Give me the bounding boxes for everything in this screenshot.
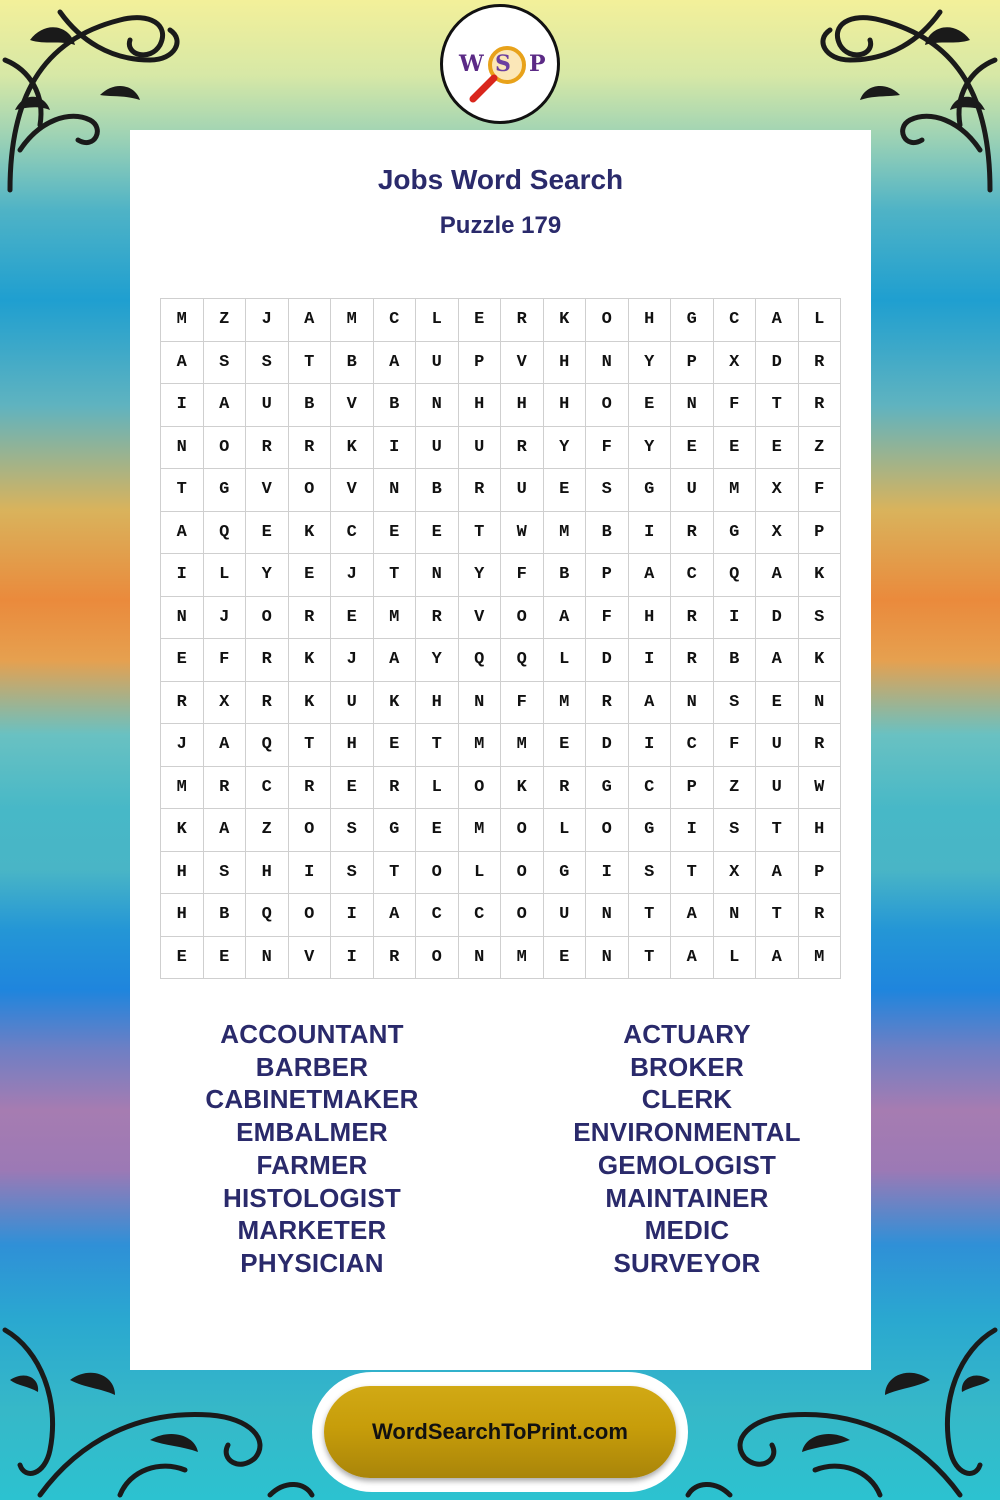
word-list-right	[522, 1018, 852, 1280]
grid-cell[interactable]: X	[756, 469, 799, 512]
grid-cell[interactable]: Y	[246, 554, 289, 597]
grid-cell[interactable]: P	[671, 342, 714, 385]
grid-cell[interactable]: N	[416, 554, 459, 597]
grid-cell[interactable]: E	[671, 427, 714, 470]
grid-cell[interactable]: C	[671, 724, 714, 767]
grid-cell[interactable]: N	[586, 937, 629, 980]
grid-cell[interactable]: T	[756, 894, 799, 937]
grid-cell[interactable]: V	[501, 342, 544, 385]
grid-cell[interactable]: T	[374, 852, 417, 895]
grid-cell[interactable]: I	[161, 384, 204, 427]
grid-cell[interactable]: D	[756, 342, 799, 385]
grid-cell[interactable]: P	[459, 342, 502, 385]
grid-cell[interactable]: I	[161, 554, 204, 597]
grid-cell[interactable]: A	[289, 299, 332, 342]
grid-cell[interactable]: I	[586, 852, 629, 895]
grid-cell[interactable]: G	[374, 809, 417, 852]
page-title: Jobs Word Search	[377, 164, 624, 195]
grid-cell[interactable]: T	[161, 469, 204, 512]
grid-cell[interactable]: R	[161, 682, 204, 725]
grid-cell[interactable]: S	[586, 469, 629, 512]
grid-cell[interactable]: N	[799, 682, 842, 725]
grid-cell[interactable]: N	[459, 682, 502, 725]
grid-cell[interactable]: M	[501, 724, 544, 767]
grid-cell[interactable]: H	[629, 299, 672, 342]
grid-cell[interactable]: J	[331, 639, 374, 682]
grid-cell[interactable]: R	[204, 767, 247, 810]
grid-cell[interactable]: O	[246, 597, 289, 640]
word-item: HISTOLOGIST	[223, 1182, 401, 1213]
grid-cell[interactable]: Q	[246, 724, 289, 767]
grid-cell[interactable]: F	[204, 639, 247, 682]
grid-cell[interactable]: S	[331, 852, 374, 895]
grid-cell[interactable]: I	[331, 937, 374, 980]
word-item: MARKETER	[237, 1215, 387, 1246]
grid-cell[interactable]: A	[374, 894, 417, 937]
grid-cell[interactable]: R	[671, 639, 714, 682]
grid-cell[interactable]: N	[459, 937, 502, 980]
grid-cell[interactable]: T	[629, 894, 672, 937]
grid-cell[interactable]: F	[714, 724, 757, 767]
word-item: ENVIRONMENTAL	[573, 1117, 801, 1148]
grid-cell[interactable]: R	[246, 682, 289, 725]
grid-cell[interactable]: W	[501, 512, 544, 555]
grid-cell[interactable]: A	[544, 597, 587, 640]
grid-cell[interactable]: K	[331, 427, 374, 470]
grid-cell[interactable]: A	[756, 937, 799, 980]
grid-cell[interactable]: H	[459, 384, 502, 427]
grid-cell[interactable]: U	[246, 384, 289, 427]
grid-cell[interactable]: E	[161, 937, 204, 980]
grid-cell[interactable]: I	[671, 809, 714, 852]
grid-cell[interactable]: A	[756, 554, 799, 597]
grid-cell[interactable]: E	[544, 724, 587, 767]
grid-cell[interactable]: E	[544, 469, 587, 512]
word-item: BROKER	[630, 1051, 744, 1082]
grid-cell[interactable]: O	[289, 894, 332, 937]
grid-cell[interactable]: N	[714, 894, 757, 937]
grid-cell[interactable]: O	[501, 852, 544, 895]
word-item: CABINETMAKER	[205, 1084, 419, 1115]
grid-cell[interactable]: E	[331, 767, 374, 810]
grid-cell[interactable]: W	[799, 767, 842, 810]
grid-cell[interactable]: F	[501, 554, 544, 597]
grid-cell[interactable]: A	[756, 639, 799, 682]
grid-cell[interactable]: R	[799, 384, 842, 427]
grid-cell[interactable]: Z	[714, 767, 757, 810]
word-item: GEMOLOGIST	[597, 1149, 777, 1180]
grid-cell[interactable]: O	[501, 809, 544, 852]
grid-cell[interactable]: N	[671, 682, 714, 725]
grid-cell[interactable]: R	[416, 597, 459, 640]
grid-cell[interactable]: R	[289, 597, 332, 640]
word-item: CLERK	[641, 1084, 733, 1115]
grid-cell[interactable]: L	[714, 937, 757, 980]
grid-cell[interactable]: G	[671, 299, 714, 342]
grid-cell[interactable]: F	[586, 427, 629, 470]
grid-cell[interactable]: C	[629, 767, 672, 810]
grid-cell[interactable]: U	[501, 469, 544, 512]
grid-cell[interactable]: J	[246, 299, 289, 342]
grid-cell[interactable]: A	[161, 512, 204, 555]
grid-cell[interactable]: E	[374, 512, 417, 555]
grid-cell[interactable]: E	[374, 724, 417, 767]
grid-cell[interactable]: N	[671, 384, 714, 427]
grid-cell[interactable]: I	[714, 597, 757, 640]
grid-cell[interactable]: T	[671, 852, 714, 895]
grid-cell[interactable]: Y	[629, 342, 672, 385]
grid-cell[interactable]: S	[799, 597, 842, 640]
grid-cell[interactable]: P	[799, 852, 842, 895]
grid-cell[interactable]: E	[289, 554, 332, 597]
grid-cell[interactable]: U	[331, 682, 374, 725]
grid-cell[interactable]: G	[544, 852, 587, 895]
grid-cell[interactable]: A	[756, 852, 799, 895]
grid-cell[interactable]: C	[246, 767, 289, 810]
grid-cell[interactable]: K	[374, 682, 417, 725]
grid-cell[interactable]: K	[799, 639, 842, 682]
grid-cell[interactable]: H	[799, 809, 842, 852]
grid-cell[interactable]: K	[544, 299, 587, 342]
grid-cell[interactable]: Q	[204, 512, 247, 555]
grid-cell[interactable]: T	[459, 512, 502, 555]
word-item: MAINTAINER	[605, 1182, 769, 1213]
grid-cell[interactable]: A	[629, 682, 672, 725]
grid-cell[interactable]: I	[629, 639, 672, 682]
grid-cell[interactable]: H	[161, 852, 204, 895]
grid-cell[interactable]: L	[544, 639, 587, 682]
grid-cell[interactable]: M	[459, 724, 502, 767]
grid-cell[interactable]: M	[799, 937, 842, 980]
grid-cell[interactable]: H	[161, 894, 204, 937]
grid-cell[interactable]: U	[416, 342, 459, 385]
grid-cell[interactable]: O	[416, 937, 459, 980]
grid-cell[interactable]: T	[374, 554, 417, 597]
grid-cell[interactable]: S	[714, 809, 757, 852]
logo-letter-p: P	[529, 51, 546, 77]
grid-cell[interactable]: M	[161, 299, 204, 342]
grid-cell[interactable]: R	[289, 427, 332, 470]
grid-cell[interactable]: I	[629, 724, 672, 767]
grid-cell[interactable]: S	[714, 682, 757, 725]
grid-cell[interactable]: M	[714, 469, 757, 512]
grid-cell[interactable]: S	[331, 809, 374, 852]
grid-cell[interactable]: Q	[246, 894, 289, 937]
grid-cell[interactable]: L	[416, 299, 459, 342]
grid-cell[interactable]: K	[799, 554, 842, 597]
grid-cell[interactable]: R	[246, 427, 289, 470]
grid-cell[interactable]: D	[586, 639, 629, 682]
word-item: FARMER	[256, 1149, 368, 1180]
grid-cell[interactable]: A	[204, 724, 247, 767]
grid-cell[interactable]: E	[544, 937, 587, 980]
grid-cell[interactable]: T	[756, 809, 799, 852]
word-item: EMBALMER	[236, 1117, 388, 1148]
grid-cell[interactable]: V	[331, 469, 374, 512]
grid-cell[interactable]: E	[629, 384, 672, 427]
grid-cell[interactable]: V	[331, 384, 374, 427]
grid-cell[interactable]: F	[501, 682, 544, 725]
grid-cell[interactable]: T	[629, 937, 672, 980]
grid-cell[interactable]: M	[544, 512, 587, 555]
grid-cell[interactable]: A	[161, 342, 204, 385]
grid-cell[interactable]: H	[331, 724, 374, 767]
grid-cell[interactable]: O	[289, 469, 332, 512]
grid-cell[interactable]: L	[204, 554, 247, 597]
grid-cell[interactable]: S	[629, 852, 672, 895]
grid-cell[interactable]: S	[204, 852, 247, 895]
grid-cell[interactable]: N	[161, 427, 204, 470]
grid-cell[interactable]: R	[374, 767, 417, 810]
grid-cell[interactable]: G	[204, 469, 247, 512]
grid-cell[interactable]: M	[459, 809, 502, 852]
grid-cell[interactable]: H	[246, 852, 289, 895]
grid-cell[interactable]: J	[161, 724, 204, 767]
word-item: ACTUARY	[623, 1019, 751, 1049]
grid-cell[interactable]: F	[799, 469, 842, 512]
grid-cell[interactable]: T	[289, 724, 332, 767]
grid-cell[interactable]: N	[416, 384, 459, 427]
grid-cell[interactable]: U	[671, 469, 714, 512]
grid-cell[interactable]: Z	[246, 809, 289, 852]
grid-cell[interactable]: Y	[459, 554, 502, 597]
grid-cell[interactable]: C	[714, 299, 757, 342]
grid-cell[interactable]: A	[756, 299, 799, 342]
grid-cell[interactable]: S	[246, 342, 289, 385]
word-item: SURVEYOR	[613, 1247, 761, 1278]
grid-cell[interactable]: O	[289, 809, 332, 852]
grid-cell[interactable]: B	[586, 512, 629, 555]
puzzle-sheet	[130, 130, 871, 1370]
grid-cell[interactable]: P	[671, 767, 714, 810]
grid-cell[interactable]: U	[756, 724, 799, 767]
grid-cell[interactable]: K	[161, 809, 204, 852]
grid-cell[interactable]: B	[416, 469, 459, 512]
grid-cell[interactable]: O	[459, 767, 502, 810]
grid-cell[interactable]: R	[289, 767, 332, 810]
grid-cell[interactable]: K	[289, 512, 332, 555]
grid-cell[interactable]: Y	[544, 427, 587, 470]
grid-cell[interactable]: P	[799, 512, 842, 555]
word-item: PHYSICIAN	[240, 1247, 384, 1278]
grid-cell[interactable]: U	[544, 894, 587, 937]
grid-cell[interactable]: U	[416, 427, 459, 470]
grid-cell[interactable]: E	[331, 597, 374, 640]
site-logo[interactable]	[440, 4, 560, 124]
grid-cell[interactable]: R	[501, 299, 544, 342]
word-item: BARBER	[255, 1051, 369, 1082]
grid-cell[interactable]: C	[671, 554, 714, 597]
grid-cell[interactable]: Q	[714, 554, 757, 597]
grid-cell[interactable]: J	[204, 597, 247, 640]
grid-cell[interactable]: X	[714, 342, 757, 385]
grid-cell[interactable]: E	[756, 427, 799, 470]
grid-cell[interactable]: O	[501, 597, 544, 640]
grid-cell[interactable]: B	[289, 384, 332, 427]
grid-cell[interactable]: K	[289, 639, 332, 682]
grid-cell[interactable]: A	[671, 894, 714, 937]
grid-cell[interactable]: F	[714, 384, 757, 427]
grid-cell[interactable]: T	[416, 724, 459, 767]
grid-cell[interactable]: E	[459, 299, 502, 342]
grid-cell[interactable]: K	[289, 682, 332, 725]
grid-cell[interactable]: R	[799, 342, 842, 385]
grid-cell[interactable]: H	[629, 597, 672, 640]
grid-cell[interactable]: N	[586, 894, 629, 937]
grid-cell[interactable]: V	[246, 469, 289, 512]
grid-cell[interactable]: C	[374, 299, 417, 342]
grid-cell[interactable]: R	[459, 469, 502, 512]
grid-cell[interactable]: G	[714, 512, 757, 555]
puzzle-number: Puzzle 179	[439, 212, 562, 239]
grid-cell[interactable]: L	[416, 767, 459, 810]
grid-cell[interactable]: R	[799, 724, 842, 767]
grid-cell[interactable]: E	[246, 512, 289, 555]
grid-cell[interactable]: B	[331, 342, 374, 385]
grid-cell[interactable]: B	[544, 554, 587, 597]
grid-cell[interactable]: G	[586, 767, 629, 810]
grid-cell[interactable]: D	[756, 597, 799, 640]
grid-cell[interactable]: M	[161, 767, 204, 810]
grid-cell[interactable]: A	[204, 809, 247, 852]
grid-cell[interactable]: N	[246, 937, 289, 980]
grid-cell[interactable]: L	[544, 809, 587, 852]
grid-cell[interactable]: V	[459, 597, 502, 640]
grid-cell[interactable]: A	[629, 554, 672, 597]
word-item: ACCOUNTANT	[220, 1019, 404, 1049]
grid-cell[interactable]: Q	[501, 639, 544, 682]
grid-cell[interactable]: Q	[459, 639, 502, 682]
grid-cell[interactable]: B	[204, 894, 247, 937]
logo-letter-s: S	[495, 51, 511, 77]
grid-cell[interactable]: N	[161, 597, 204, 640]
grid-cell[interactable]: D	[586, 724, 629, 767]
grid-cell[interactable]: Z	[204, 299, 247, 342]
grid-cell[interactable]: H	[544, 384, 587, 427]
grid-cell[interactable]: I	[289, 852, 332, 895]
grid-cell[interactable]: M	[331, 299, 374, 342]
grid-cell[interactable]: E	[204, 937, 247, 980]
grid-cell[interactable]: L	[459, 852, 502, 895]
grid-cell[interactable]: O	[586, 299, 629, 342]
grid-cell[interactable]: G	[629, 469, 672, 512]
grid-cell[interactable]: R	[671, 597, 714, 640]
grid-cell[interactable]: H	[416, 682, 459, 725]
grid-cell[interactable]: A	[671, 937, 714, 980]
grid-cell[interactable]: R	[671, 512, 714, 555]
grid-cell[interactable]: R	[586, 682, 629, 725]
grid-cell[interactable]: A	[374, 342, 417, 385]
grid-cell[interactable]: A	[204, 384, 247, 427]
grid-cell[interactable]: R	[246, 639, 289, 682]
grid-cell[interactable]: E	[416, 512, 459, 555]
grid-cell[interactable]: E	[756, 682, 799, 725]
grid-cell[interactable]: R	[374, 937, 417, 980]
grid-cell[interactable]: I	[374, 427, 417, 470]
logo-letter-w: W	[459, 51, 484, 77]
grid-cell[interactable]: L	[799, 299, 842, 342]
grid-cell[interactable]: E	[161, 639, 204, 682]
grid-cell[interactable]: I	[331, 894, 374, 937]
grid-cell[interactable]: K	[501, 767, 544, 810]
grid-cell[interactable]: M	[544, 682, 587, 725]
letter-grid	[160, 298, 841, 979]
grid-cell[interactable]: U	[756, 767, 799, 810]
word-list-left	[147, 1018, 477, 1280]
grid-cell[interactable]: O	[586, 384, 629, 427]
grid-cell[interactable]: N	[374, 469, 417, 512]
grid-cell[interactable]: P	[586, 554, 629, 597]
grid-cell[interactable]: Z	[799, 427, 842, 470]
grid-cell[interactable]: Y	[629, 427, 672, 470]
grid-cell[interactable]: I	[629, 512, 672, 555]
grid-cell[interactable]: Y	[416, 639, 459, 682]
grid-cell[interactable]: S	[204, 342, 247, 385]
grid-cell[interactable]: O	[204, 427, 247, 470]
grid-cell[interactable]: R	[544, 767, 587, 810]
grid-cell[interactable]: T	[289, 342, 332, 385]
grid-cell[interactable]: M	[374, 597, 417, 640]
grid-cell[interactable]: V	[289, 937, 332, 980]
grid-cell[interactable]: U	[459, 427, 502, 470]
grid-cell[interactable]: O	[586, 809, 629, 852]
grid-cell[interactable]: H	[544, 342, 587, 385]
grid-cell[interactable]: X	[714, 852, 757, 895]
grid-cell[interactable]: G	[629, 809, 672, 852]
grid-cell[interactable]: E	[416, 809, 459, 852]
word-item: MEDIC	[644, 1215, 730, 1246]
grid-cell[interactable]: H	[501, 384, 544, 427]
grid-cell[interactable]: B	[374, 384, 417, 427]
grid-cell[interactable]: X	[756, 512, 799, 555]
grid-cell[interactable]: E	[714, 427, 757, 470]
website-button[interactable]: WordSearchToPrint.com	[324, 1386, 676, 1478]
grid-cell[interactable]: C	[416, 894, 459, 937]
grid-cell[interactable]: N	[586, 342, 629, 385]
grid-cell[interactable]: O	[416, 852, 459, 895]
grid-cell[interactable]: C	[459, 894, 502, 937]
grid-cell[interactable]: T	[756, 384, 799, 427]
grid-cell[interactable]: C	[331, 512, 374, 555]
grid-cell[interactable]: X	[204, 682, 247, 725]
grid-cell[interactable]: M	[501, 937, 544, 980]
grid-cell[interactable]: J	[331, 554, 374, 597]
grid-cell[interactable]: R	[799, 894, 842, 937]
grid-cell[interactable]: O	[501, 894, 544, 937]
grid-cell[interactable]: A	[374, 639, 417, 682]
grid-cell[interactable]: R	[501, 427, 544, 470]
grid-cell[interactable]: F	[586, 597, 629, 640]
grid-cell[interactable]: B	[714, 639, 757, 682]
